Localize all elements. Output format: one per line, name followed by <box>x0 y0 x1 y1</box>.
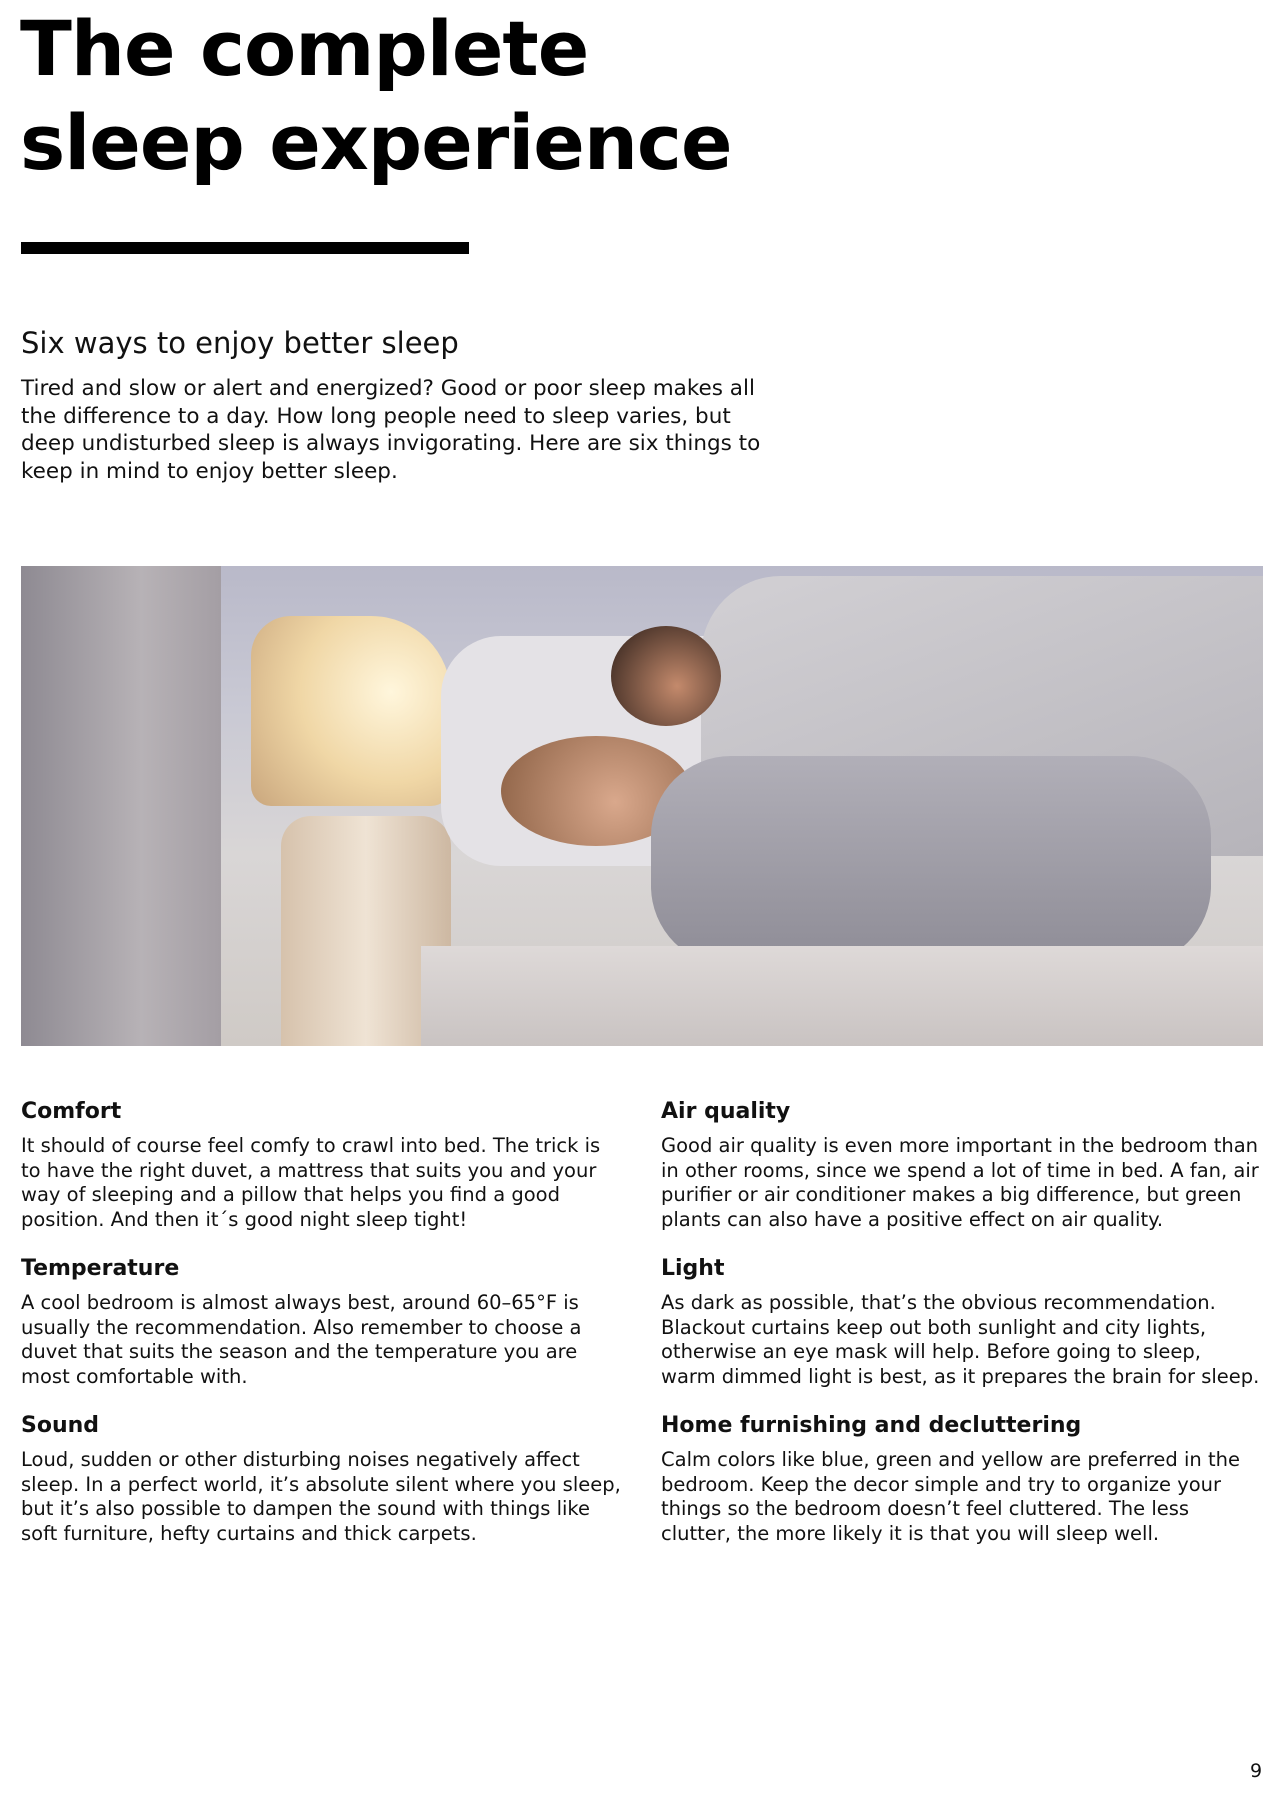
section-light <box>661 1255 1261 1389</box>
section-home-furnishing <box>661 1412 1261 1546</box>
section-body: It should of course feel comfy to crawl into bed. The trick is to have the right duvet, a mattress that suits you and your way of sleeping and a pillow that helps you find a good position. And then it´s good night sleep tight! <box>21 1134 601 1231</box>
mattress-shape <box>421 946 1263 1046</box>
section-sound <box>21 1412 621 1546</box>
bedroom-photo <box>21 566 1263 1046</box>
title-line-2: sleep experience <box>20 98 732 187</box>
section-body: Calm colors like blue, green and yellow are preferred in the bedroom. Keep the decor simple and try to organize your things so the bedroom doesn’t feel cluttered. The less clutter, the more likely it is that you will sleep well. <box>661 1448 1240 1545</box>
section-comfort <box>21 1098 621 1232</box>
section-heading: Air quality <box>661 1099 791 1124</box>
section-temperature <box>21 1255 621 1389</box>
page-title <box>20 2 732 190</box>
section-air-quality <box>661 1098 1261 1232</box>
page-number: 9 <box>1250 1760 1263 1782</box>
section-heading: Comfort <box>21 1099 122 1124</box>
title-divider <box>21 242 469 254</box>
section-body: Loud, sudden or other disturbing noises negatively affect sleep. In a perfect world, it’s absolute silent where you sleep, but it’s also possible to dampen the sound with things like soft furniture, hefty curtains and thick carpets. <box>21 1448 621 1545</box>
section-heading: Temperature <box>21 1256 180 1281</box>
intro-paragraph: Tired and slow or alert and energized? Good or poor sleep makes all the difference to a day. How long people need to sleep varies, but deep undisturbed sleep is always invigorating. Here are six things to keep in mind to enjoy better sleep. <box>21 376 761 484</box>
section-body: Good air quality is even more important in the bedroom than in other rooms, since we spend a lot of time in bed. A fan, air purifier or air conditioner makes a big difference, but green plants can also have a positive effect on air quality. <box>661 1134 1259 1231</box>
person-head-2 <box>611 626 721 726</box>
title-line-1: The complete <box>20 4 589 93</box>
person-body <box>651 756 1211 966</box>
subtitle: Six ways to enjoy better sleep <box>21 326 459 360</box>
section-body: A cool bedroom is almost always best, around 60–65°F is usually the recommendation. Also remember to choose a duvet that suits the season and the temperature you are most comfortable with. <box>21 1291 582 1388</box>
section-heading: Home furnishing and decluttering <box>661 1413 1082 1438</box>
lamp-shade <box>251 616 451 806</box>
section-heading: Sound <box>21 1413 100 1438</box>
section-body: As dark as possible, that’s the obvious recommendation. Blackout curtains keep out both sunlight and city lights, otherwise an eye mask will help. Before going to sleep, warm dimmed light is best, as it prepares the brain for sleep. <box>661 1291 1260 1388</box>
curtain-shape <box>21 566 221 1046</box>
section-heading: Light <box>661 1256 725 1281</box>
